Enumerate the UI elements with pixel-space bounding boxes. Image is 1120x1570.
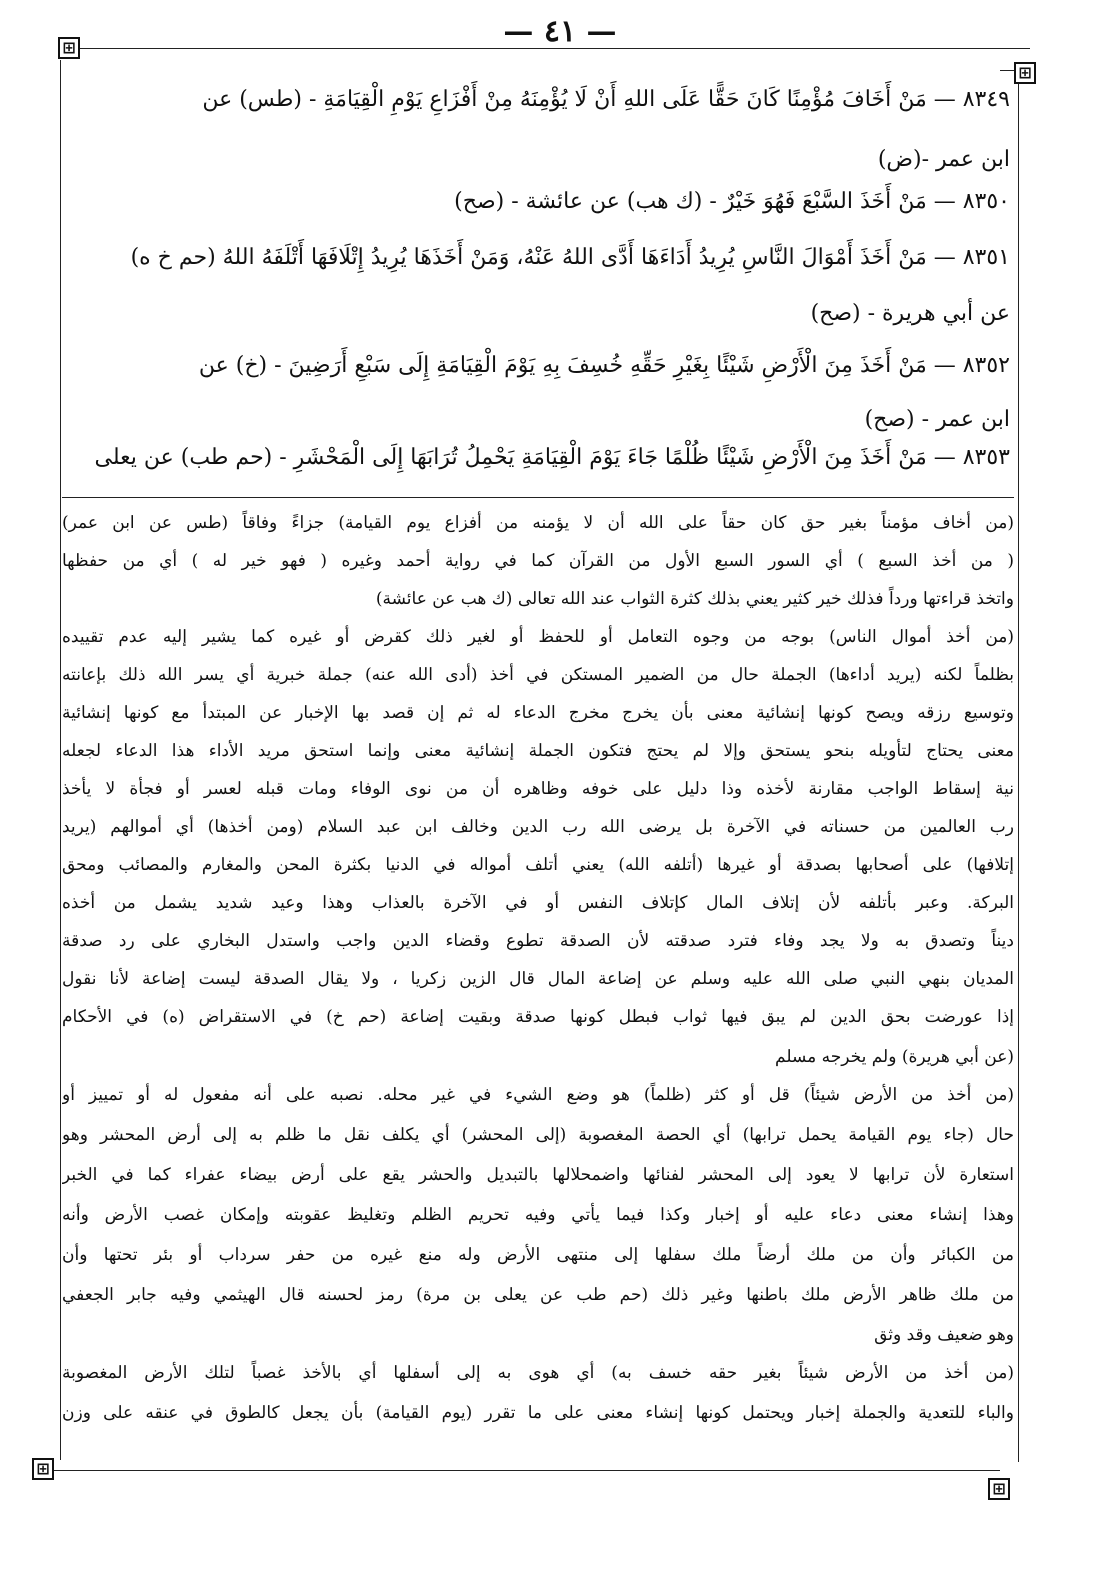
commentary-line: وتوسيع رزقه ويصح كونها إنشائية معنى بأن يخرج مخرج الدعاء له ثم إن قصد بها الإخبار عن المبتدأ مع كونها إنشائية <box>62 703 1014 723</box>
hadith-8352-line-1: ٨٣٥٢ — مَنْ أَخَذَ مِنَ الْأَرْضِ شَيْئًا بِغَيْرِ حَقِّهِ خُسِفَ بِهِ يَوْمَ الْقِيَامَةِ إِلَى سَبْعِ أَرَضِينَ - (خ) عن <box>198 353 1010 378</box>
hadith-8350-line-1: ٨٣٥٠ — مَنْ أَخَذَ السَّبْعَ فَهُوَ خَيْرٌ - (ك هب) عن عائشة - (صح) <box>454 189 1010 214</box>
hadith-8352-line-2: ابن عمر - (صح) <box>864 407 1010 432</box>
hadith-8349-line-1: ٨٣٤٩ — مَنْ أَخَافَ مُؤْمِنًا كَانَ حَقًّا عَلَى اللهِ أَنْ لَا يُؤْمِنَهُ مِنْ أَفْزَاعِ يَوْمِ الْقِيَامَةِ - (طس) عن <box>202 87 1010 112</box>
corner-ornament-icon: ⊞ <box>988 1478 1010 1500</box>
corner-ornament-icon: ⊞ <box>32 1458 54 1480</box>
top-frame-rule <box>70 48 1030 49</box>
hadith-8351-line-2: عن أبي هريرة - (صح) <box>810 301 1010 326</box>
corner-ornament-icon: ⊞ <box>1014 62 1036 84</box>
commentary-line: وهذا إنشاء معنى دعاء عليه أو إخبار وكذا فيما يأتي وفيه تحريم الظلم وتغليظ عقوبته وإمكان غصب الأرض وأنه <box>62 1205 1014 1225</box>
commentary-line: إتلافها) على أصحابها بصدقة أو غيرها (أتلفه الله) يعني أتلف أمواله في الدنيا بكثرة المحن والمغارم والمصائب ومحق <box>62 855 1014 875</box>
hadith-8349-line-2: ابن عمر -(ض) <box>877 147 1010 172</box>
separator-rule <box>62 497 1014 498</box>
commentary-line: البركة. وعبر بأتلفه لأن إتلاف المال كإتلاف النفس أو في الآخرة بالعذاب وهذا وعيد شديد يشمل من أخذه <box>62 893 1014 913</box>
hadith-8351-line-1: ٨٣٥١ — مَنْ أَخَذَ أَمْوَالَ النَّاسِ يُرِيدُ أَدَاءَهَا أَدَّى اللهُ عَنْهُ، وَمَنْ أَخَذَهَا يُرِيدُ إِتْلَافَهَا أَتْلَفَهُ اللهُ (حم خ ه) <box>130 245 1010 270</box>
commentary-line: إذا عورضت بحق الدين لم يبق فيها ثواب فبطل كونها صدقة وبقيت إضاعة (حم خ) في الاستقراض (ه) في الأحكام <box>62 1007 1014 1027</box>
right-frame-rule <box>1018 82 1019 1462</box>
commentary-line: والباء للتعدية والجملة إخبار ويحتمل كونها إنشاء معنى على ما تقرر (يوم القيامة) بأن يجعل كالطوق في عنقه على وزن <box>62 1403 1014 1423</box>
commentary-line: من الكبائر وأن من ملك أرضاً ملك سفلها إلى منتهى الأرض وله منع غيره من حفر سرداب أو بئر تحتها وأن <box>62 1245 1014 1265</box>
commentary-line: رب العالمين من حسناته في الآخرة بل يرضى الله رب الدين وخالف ابن عبد السلام (ومن أخذها) أي أموالهم (يريد <box>62 817 1014 837</box>
commentary-line: واتخذ قراءتها ورداً فذلك خير كثير يعني بذلك كثرة الثواب عند الله تعالى (ك هب عن عائشة) <box>375 589 1014 609</box>
commentary-line: استعارة لأن ترابها لا يعود إلى المحشر لفنائها واضمحلالها بالتبديل والحشر يقع على أرض بيضاء عفراء كما في الخبر <box>62 1165 1014 1185</box>
commentary-line: بظلماً لكنه (يريد أداءها) الجملة حال من الضمير المستكن في أخذ (أدى الله عنه) جملة خبرية أي يسر الله ذلك بإعانته <box>62 665 1014 685</box>
corner-ornament-icon: ⊞ <box>58 37 80 59</box>
commentary-line: (من أخذ من الأرض شيئاً بغير حقه خسف به) أي هوى به إلى أسفلها أي بالأخذ غصباً لتلك الأرض المغصوبة <box>62 1363 1014 1383</box>
commentary-line: (من أخذ من الأرض شيئاً) قل أو كثر (ظلماً) هو وضع الشيء في غير محله. نصبه على أنه مفعول له أو تمييز أو <box>62 1085 1014 1105</box>
hadith-8353-line-1: ٨٣٥٣ — مَنْ أَخَذَ مِنَ الْأَرْضِ شَيْئًا ظُلْمًا جَاءَ يَوْمَ الْقِيَامَةِ يَحْمِلُ تُرَابَهَا إِلَى الْمَحْشَرِ - (حم طب) عن يعلى <box>94 445 1010 470</box>
commentary-line: معنى يحتاج لتأويله بنحو يستحق وإلا لم يحتج فتكون الجملة إنشائية معنى وإنما استحق مريد الأداء هذا الدعاء لجعله <box>62 741 1014 761</box>
left-frame-rule <box>60 60 61 1460</box>
bottom-frame-rule <box>40 1470 1000 1471</box>
commentary-line: المديان بنهي النبي صلى الله عليه وسلم عن إضاعة المال قال الزين زكريا ، ولا يقال الصدقة ليست إضاعة لأنا نقول <box>62 969 1014 989</box>
commentary-line: (عن أبي هريرة) ولم يخرجه مسلم <box>775 1047 1014 1067</box>
commentary-line: (من أخذ أموال الناس) بوجه من وجوه التعامل أو للحفظ أو لغير ذلك كقرض أو غيره كما يشير إليه عدم تقييده <box>62 627 1014 647</box>
commentary-line: وهو ضعيف وقد وثق <box>874 1325 1014 1345</box>
commentary-line: نية إسقاط الواجب مقارنة لأخذه وذا دليل على خوفه وظاهره أن من نوى الوفاء ومات قبله لعسر أو فجأة لا يأخذ <box>62 779 1014 799</box>
page-number: — ٤١ — <box>503 14 617 49</box>
commentary-line: ( من أخذ السبع ) أي السور السبع الأول من القرآن كما في رواية أحمد وغيره ( فهو خير له ) أي من حفظها <box>62 551 1014 571</box>
commentary-line: حال (جاء يوم القيامة يحمل ترابها) أي الحصة المغصوبة (إلى المحشر) أي يكلف نقل ما ظلم به إلى أرض المحشر وهو <box>62 1125 1014 1145</box>
commentary-line: ديناً وتصدق به ولا يجد وفاء فترد صدقته لأن الصدقة تطوع وقضاء الدين واجب واستدل البخاري على رد صدقة <box>62 931 1014 951</box>
commentary-line: من ملك ظاهر الأرض ملك باطنها وغير ذلك (حم طب عن يعلى بن مرة) رمز لحسنه قال الهيثمي وفيه جابر الجعفي <box>62 1285 1014 1305</box>
commentary-line: (من أخاف مؤمناً بغير حق كان حقاً على الله أن لا يؤمنه من أفزاع يوم القيامة) جزاءً وفاقاً (طس عن ابن عمر) <box>62 513 1014 533</box>
